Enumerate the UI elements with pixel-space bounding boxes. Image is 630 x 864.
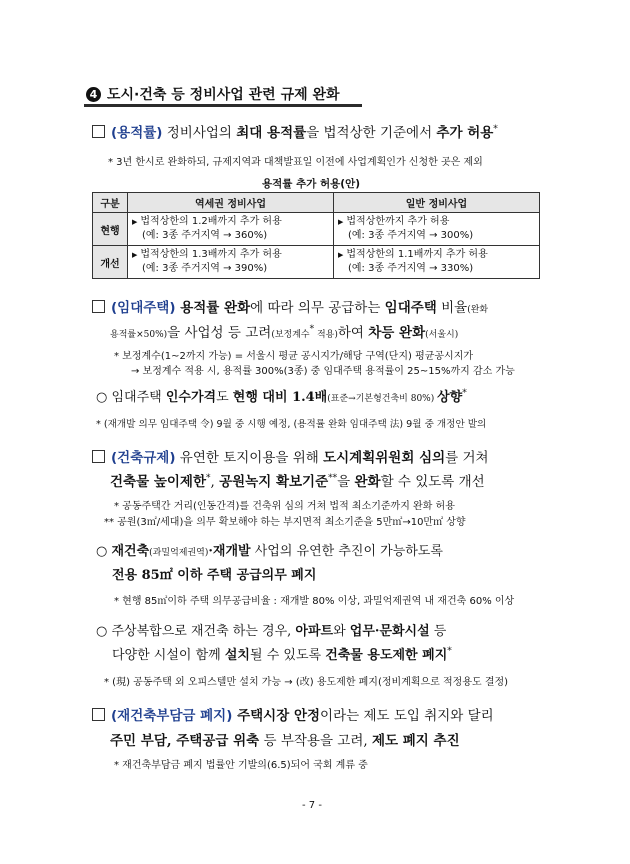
s3-note4: * (現) 공동주택 외 오피스텔만 설치 가능 → (改) 용도제한 폐지(정비계획으로 적정용도 결정) [104,677,509,688]
regulation-table [92,192,540,279]
s2-note3: * (재개발 의무 임대주택 令) 9월 중 시행 예정, (용적률 완화 임대주택 法) 9월 중 개정안 발의 [96,419,487,430]
s2-note2: → 보정계수 적용 시, 용적률 300%(3종) 중 임대주택 용적률이 25~15%까지 감소 가능 [131,366,515,377]
table-header: 일반 정비사업 [334,193,540,213]
table-caption: 용적률 추가 허용(안) [262,178,361,190]
table-row: 개선 ▶ 법적상한의 1.3배까지 추가 허용 (예: 3종 주거지역 → 390%) ▶ 법적상한의 1.1배까지 추가 허용 (예: 3종 주거지역 → 330%) [93,246,540,279]
heading-text: 도시·건축 등 정비사업 관련 규제 완화 [107,87,340,103]
s3-line2: 건축물 높이제한*, 공원녹지 확보기준**을 완화할 수 있도록 개선 [110,473,485,490]
heading-number: 4 [86,87,101,102]
table-row: 현행 ▶ 법적상한의 1.2배까지 추가 허용 (예: 3종 주거지역 → 360%) ▶ 법적상한까지 추가 허용 (예: 3종 주거지역 → 300%) [93,213,540,246]
s1-note: * 3년 한시로 완화하되, 규제지역과 대책발표일 이전에 사업계획인가 신청한 곳은 제외 [108,157,483,168]
s2-sub: ○ 임대주택 인수가격도 현행 대비 1.4배(표준→기본형건축비 80%) 상향* [96,388,467,405]
s3-note3: * 현행 85㎡이하 주택 의무공급비율 : 재개발 80% 이상, 과밀억제권역 내 재건축 60% 이상 [114,596,515,607]
s2-line1: (임대주택) 용적률 완화에 따라 의무 공급하는 임대주택 비율(완화 [92,296,488,316]
heading-underline [84,104,362,107]
s3-sub2-line2: 다양한 시설이 함께 설치될 수 있도록 건축물 용도제한 폐지* [112,646,452,663]
s2-line2: 용적률×50%)을 사업성 등 고려(보정계수* 적용)하여 차등 완화(서울시) [110,324,459,341]
s4-line2: 주민 부담, 주택공급 위축 등 부작용을 고려, 제도 폐지 추진 [110,733,460,749]
s3-note1: * 공동주택간 거리(인동간격)를 건축위 심의 거쳐 법적 최소기준까지 완화 허용 [114,501,455,512]
s3-note2: ** 공원(3㎡/세대)을 의무 확보해야 하는 부지면적 최소기준을 5만㎡→10만㎡ 상향 [104,517,466,528]
s1-line1: (용적률) 정비사업의 최대 용적률을 법적상한 기준에서 추가 허용* [92,121,498,141]
s3-sub2: ○ 주상복합으로 재건축 하는 경우, 아파트와 업무·문화시설 등 [96,624,447,639]
checkbox-icon [92,125,105,138]
s4-note: * 재건축부담금 폐지 법률안 기발의(6.5)되어 국회 계류 중 [114,760,368,771]
table-header: 구분 [93,193,128,213]
section-heading [86,84,340,104]
checkbox-icon [92,708,105,721]
s3-sub1: ○ 재건축(과밀억제권역)·재개발 사업의 유연한 추진이 가능하도록 [96,544,443,559]
s3-line1: (건축규제) 유연한 토지이용을 위해 도시계획위원회 심의를 거쳐 [92,446,489,466]
table-header: 역세권 정비사업 [128,193,334,213]
checkbox-icon [92,450,105,463]
checkbox-icon [92,300,105,313]
s2-note1: * 보정계수(1~2까지 가능) = 서울시 평균 공시지가/해당 구역(단지) 평균공시지가 [114,351,474,362]
s4-line1: (재건축부담금 폐지) 주택시장 안정이라는 제도 도입 취지와 달리 [92,704,494,724]
s3-sub1-line2: 전용 85㎡ 이하 주택 공급의무 폐지 [112,568,317,583]
page-number: - 7 - [302,800,322,811]
